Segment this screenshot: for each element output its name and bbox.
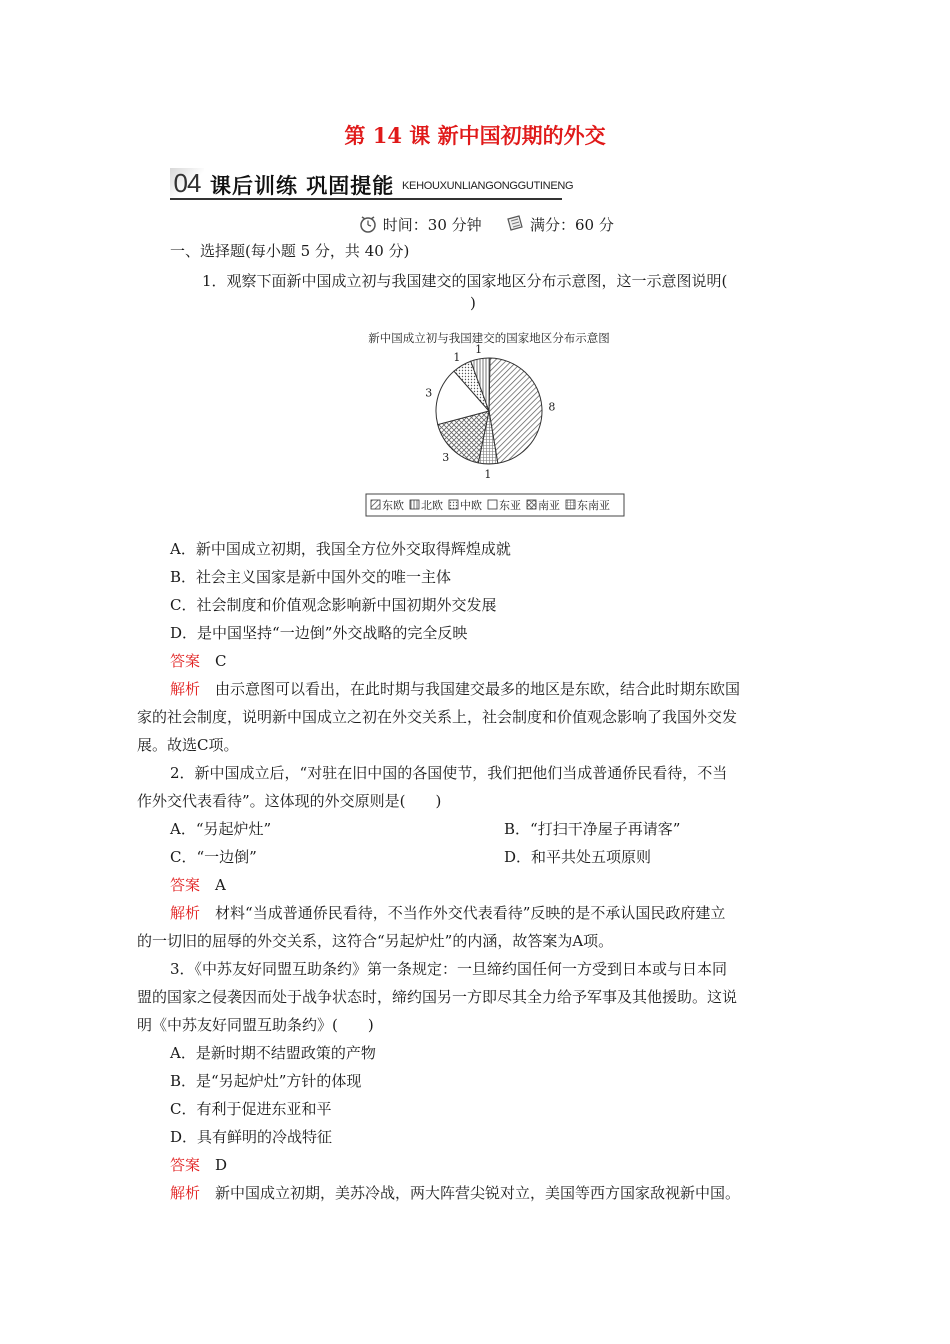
exam-meta (358, 214, 614, 235)
banner-pinyin: KEHOUXUNLIANGONGGUTINENG (402, 180, 574, 192)
legend-label: 南亚 (538, 499, 560, 512)
paper-icon (505, 214, 525, 234)
q3-option-a: A．是新时期不结盟政策的产物 (170, 1044, 376, 1062)
q3-stem-line2: 盟的国家之侵袭因而处于战争状态时，缔约国另一方即尽其全力给予军事及其他援助。这说 (137, 988, 738, 1006)
q2-stem-line1: 2．新中国成立后，“对驻在旧中国的各国使节，我们把他们当成普通侨民看待，不当 (170, 764, 728, 782)
legend-label: 东南亚 (577, 499, 610, 512)
chart-title: 新中国成立初与我国建交的国家地区分布示意图 (368, 331, 610, 345)
pie-value-label: 1 (453, 350, 461, 364)
analysis-text: 由示意图可以看出，在此时期与我国建交最多的地区是东欧，结合此时期东欧国 (215, 680, 741, 698)
q1-analysis-line1 (170, 678, 740, 699)
answer-label: 答案 (170, 876, 201, 894)
q2-option-a: A．“另起炉灶” (170, 820, 272, 838)
answer-value: A (215, 876, 226, 894)
q3-analysis-line1 (170, 1182, 740, 1203)
q3-option-d: D．具有鲜明的冷战特征 (170, 1128, 333, 1146)
legend-swatch-中欧 (449, 500, 458, 509)
q2-analysis-line1 (170, 902, 725, 923)
q2-stem-line2: 作外交代表看待”。这体现的外交原则是( ) (137, 792, 442, 810)
time-limit: 时间：30 分钟 (382, 216, 482, 234)
pie-slice-东欧 (489, 358, 542, 463)
pie-value-label: 3 (442, 450, 450, 464)
analysis-text: 新中国成立初期，美苏冷战，两大阵营尖锐对立，美国等西方国家敌视新中国。 (215, 1184, 741, 1202)
q3-stem-line3: 明《中苏友好同盟互助条约》( ) (137, 1016, 374, 1034)
section-heading: 一、选择题(每小题 5 分，共 40 分) (170, 242, 410, 260)
q2-option-d: D．和平共处五项原则 (504, 848, 652, 866)
analysis-label: 解析 (170, 680, 201, 698)
q1-stem-line2: ) (470, 294, 476, 312)
q2-option-b: B．“打扫干净屋子再请客” (504, 820, 681, 838)
legend-swatch-东南亚 (566, 500, 575, 509)
q2-answer (170, 874, 226, 895)
clock-icon (358, 214, 378, 234)
q1-option-b: B．社会主义国家是新中国外交的唯一主体 (170, 568, 452, 586)
legend-swatch-北欧 (410, 500, 419, 509)
answer-value: D (215, 1156, 228, 1174)
q2-analysis-line2: 的一切旧的屈辱的外交关系，这符合“另起炉灶”的内涵，故答案为A项。 (137, 932, 614, 950)
legend-label: 东欧 (382, 499, 404, 512)
q3-answer (170, 1154, 227, 1175)
legend-swatch-东欧 (371, 500, 380, 509)
banner-number: 04 (170, 168, 204, 198)
pie-value-label: 8 (548, 400, 556, 414)
q1-option-a: A．新中国成立初期，我国全方位外交取得辉煌成就 (170, 540, 511, 558)
q2-option-c: C．“一边倒” (170, 848, 257, 866)
answer-label: 答案 (170, 1156, 201, 1174)
legend-label: 中欧 (460, 499, 482, 512)
answer-label: 答案 (170, 652, 201, 670)
analysis-label: 解析 (170, 904, 201, 922)
analysis-label: 解析 (170, 1184, 201, 1202)
page-title: 第 14 课 新中国初期的外交 (344, 123, 606, 148)
legend-swatch-东亚 (488, 500, 497, 509)
answer-value: C (215, 652, 227, 670)
legend-label: 东亚 (499, 499, 521, 512)
q3-stem-line1: 3．《中苏友好同盟互助条约》第一条规定：一旦缔约国任何一方受到日本或与日本同 (170, 960, 728, 978)
banner-title: 课后训练 巩固提能 (210, 174, 395, 198)
pie-value-label: 3 (425, 386, 433, 400)
q1-analysis-line2: 家的社会制度，说明新中国成立之初在外交关系上，社会制度和价值观念影响了我国外交发 (137, 708, 738, 726)
q1-answer (170, 650, 227, 671)
legend-swatch-南亚 (527, 500, 536, 509)
pie-chart (344, 330, 634, 522)
q1-option-c: C．社会制度和价值观念影响新中国初期外交发展 (170, 596, 497, 614)
section-banner (170, 166, 590, 200)
pie-value-label: 1 (475, 342, 483, 356)
banner-underline (170, 198, 562, 200)
q3-option-c: C．有利于促进东亚和平 (170, 1100, 332, 1118)
q1-analysis-line3: 展。故选C项。 (137, 736, 239, 754)
analysis-text: 材料“当成普通侨民看待，不当作外交代表看待”反映的是不承认国民政府建立 (215, 904, 726, 922)
pie-value-label: 1 (484, 467, 492, 481)
q3-option-b: B．是“另起炉灶”方针的体现 (170, 1072, 362, 1090)
full-score: 满分：60 分 (529, 216, 614, 234)
q1-stem-line1: 1．观察下面新中国成立初与我国建交的国家地区分布示意图，这一示意图说明( (202, 272, 728, 290)
q1-option-d: D．是中国坚持“一边倒”外交战略的完全反映 (170, 624, 468, 642)
legend-label: 北欧 (421, 499, 443, 512)
